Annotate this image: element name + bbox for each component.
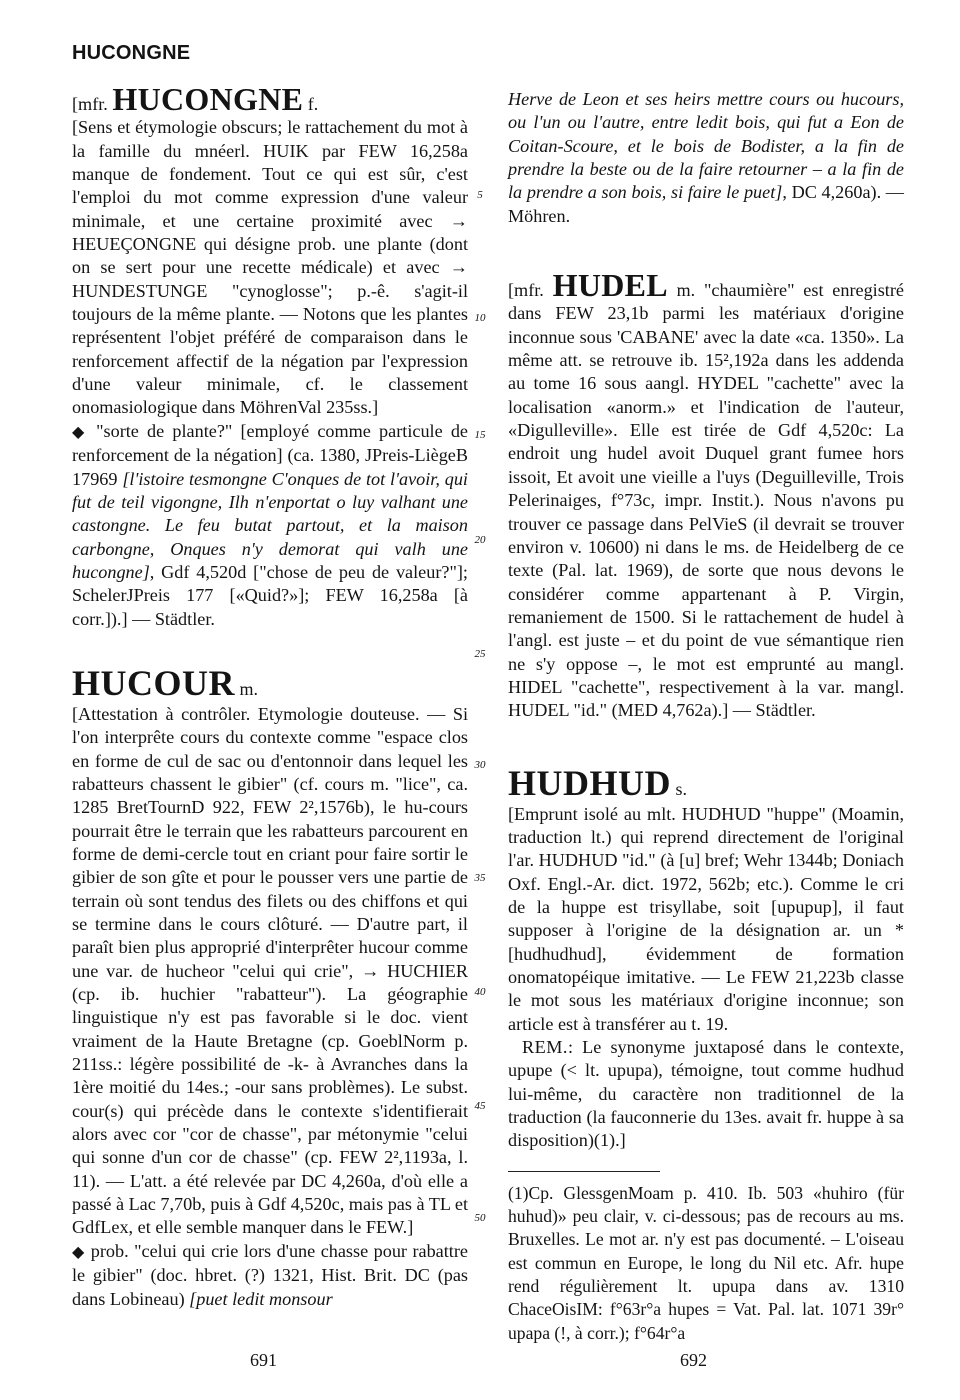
line-number: 50 [474,1212,486,1224]
line-number: 25 [474,648,486,660]
line-number: 5 [477,189,483,201]
sense-text: prob. "celui qui crie lors d'une chasse pour rabattre le gibier" (doc. hbret. (?) 1321, Hist. Brit. DC (pas dans Lobineau) [72,1240,468,1309]
line-number: 20 [474,534,486,546]
line-number: 30 [474,759,486,771]
entry-hudel-body: "chaumière" est enregistré dans FEW 23,1b parmi les matériaux d'origine inconnue sous 'CABANE' avec la date «ca. 1350». La même att. se retrouve ib. 15²,192a dans les addenda au tome 16 sous aangl. HYDEL "cachette" avec la localisation «anorm.» et l'indication de l'auteur, «Digulleville». Elle est tirée de Gdf 4,520c: La endroit ung hudel avoit Duquel grant fumee hors issoit, Et avoit une vieille a l'uys (Deguilleville, Trois Pelerinaiges, f°73c, impr. Instit.). Nous n'avons pu trouver ce passage dans PelVieS (il devrait se trouver environ v. 10600) ni dans le ms. de Heidelberg de ce texte (Pal. lat. 1969), de sorte que nous devons le considérer comme appartenant à P. Virgin, remaniement de 1500. Si le rattachement de hudel à l'angl. est juste – et du point de vue sémantique rien ne s'y oppose –, le mot est emprunté au mangl. HIDEL "cachette", respectivement à la var. mangl. HUDEL "id." (MED 4,762a).] — Städtler. [508,280,904,721]
entry-hudel [508,267,904,723]
entry-hucongne-sense [72,420,468,631]
sense-text: "sorte de plante?" [employé comme particule de renforcement de la négation] (ca. 1380, JPreis-LiègeB 17969 [72,420,468,489]
footnote-divider [508,1171,660,1172]
entry-hucour-body: [Attestation à contrôler. Etymologie douteuse. — Si l'on interprête cours du contexte comme "espace clos en forme de cul de sac ou d'entonnoir dans lequel les rabatteurs chassent le gibier" (cf. cours m. "lice", ca. 1285 BretTournD 922, FEW 2²,1576b), le hu-cours pourrait être le terrain que les rabatteurs parcourent en forme de demi-cercle tout en criant pour faire sortir le gibier de son gîte et pour le pousser vers une partie de terrain où sont tendus des filets ou des chiffons et qui se termine dans le cours clôturé. — D'autre part, il paraît bien plus approprié d'interprêter hucour comme une var. de hucheor "celui qui crie", → HUCHIER (cp. ib. huchier "rabatteur"). La géographie linguistique n'y est pas favorable si le doc. vient vraiment de la Haute Bretagne (cp. GoeblNorm p. 211ss.: légère possibilité de -k- à Avranches dans la 1ère moitié du 14es.; -our sans problèmes). Le subst. cour(s) qui précède dans le contexte s'identifierait alors avec cor "cor de chasse", par métonymie "celui qui sonne d'un cor de chasse" (cp. FEW 2²,1193a, l. 11). — L'att. a été relevée par DC 4,260a, d'où elle a passé à Lac 7,70b, puis à Gdf 4,520c, mais pas à TL et GdfLex, et elle semble manquer dans le FEW.] [72,703,468,1238]
entry-hucour-continuation [508,88,904,228]
line-number: 45 [474,1100,486,1112]
quote-text: Herve de Leon et ses heirs mettre cours ou hucours, ou l'un ou l'autre, entre ledit bois, qui fut a Eon de Coitan-Scoure, et le bois de Bodister, a la fin de prendre la beste ou de la faire retourner – a la fin de la prendre a son bois, si faire le puet] [508,89,904,203]
refs-text: , DC 4,260a). — Möhren. [508,182,904,226]
refs-text: , Gdf 4,520d ["chose de peu de valeur?"]; SchelerJPreis 177 [«Quid?»]; FEW 16,258a [à corr.]).] — Städtler. [72,561,468,629]
entry-hucongne-heading [72,81,468,117]
quote-text: [l'istoire tesmongne C'onques de tot l'avoir, qui fut de teil vigongne, Ilh n'enportat o luy valhant une castongne. Le feu butat partout, et la maison carbongne, Onques n'y demorat qui valh une hucongne] [72,468,468,582]
lemma-hudel: HUDEL [552,267,668,304]
running-head: HUCONGNE [72,42,191,64]
page-number-right: 692 [680,1350,707,1370]
gram-label: m. [667,280,696,301]
line-number: 35 [474,872,486,884]
line-number: 10 [474,312,486,324]
diamond-bullet-icon: ◆ [72,423,88,441]
gram-label: s. [671,778,688,799]
gram-label: m. [235,678,259,699]
quote-text: [puet ledit monsour [189,1288,333,1309]
line-number: 40 [474,986,486,998]
entry-hudhud-remark [508,1036,904,1153]
lemma-prefix: [mfr. [508,280,553,301]
gram-label: f. [303,94,319,114]
entry-hucour-heading [72,663,468,703]
entry-hucongne-body: [Sens et étymologie obscurs; le rattachement du mot à la famille du mnéerl. HUIK par FEW 16,258a manque de fondement. Tout ce qui est sûr, c'est l'emploi du mot comme expression d'une valeur minimale, et une certaine proximité avec → HEUEÇONGNE qui désigne prob. une plante (dont on se sert pour une recette médicale) et avec → HUNDESTUNGE "cynoglosse"; p.-ê. s'agit-il toujours de la même plante. — Notons que les plantes représentent l'objet préféré de comparaison dans le renforcement affectif de la négation par l'expression d'une valeur minimale, cf. le classement onomasiologique dans MöhrenVal 235ss.] [72,117,468,418]
lemma-hucour: HUCOUR [72,662,235,703]
left-column [72,81,468,1311]
footnote: (1)Cp. GlessgenMoam p. 410. Ib. 503 «huhiro (für huhud)» peu clair, v. ci-dessous; pas de recours au ms. Bruxelles. Le mot ar. n'y est pas documenté. – L'oiseau est commun en Europe, le long du Nil etc. Afr. hupe rend régulièrement lt. upupa dans av. 1310 ChaceOisIM: f°63r°a hupes = Vat. Pal. lat. 1071 39r° upapa (!, à corr.); f°64r°a [508,1182,904,1343]
entry-hudhud-body: [Emprunt isolé au mlt. HUDHUD "huppe" (Moamin, traduction lt.) qui reprend directement de l'original l'ar. HUDHUD "id." (à [u] bref; Wehr 1344b; Doniach Oxf. Engl.-Ar. dict. 1972, 562b; etc.). Comme le cri de la huppe est trisyllabe, soit [upupup], il faut supposer à l'origine de la désignation ar. un *[hudhudhud], évidemment de formation onomatopéique imitative. — Le FEW 21,223b classe le mot sous les matériaux d'origine inconnue; son article est à transférer au t. 19. [508,803,904,1034]
lemma-prefix: [mfr. [72,94,113,114]
entry-hudhud-heading [508,763,904,803]
remark-label: REM. [522,1037,568,1058]
line-number: 15 [474,429,486,441]
entry-hucour-sense [72,1240,468,1311]
right-column [508,88,904,1345]
remark-text: : Le synonyme juxtaposé dans le contexte, upupe (< lt. upupa), témoigne, tout comme hudhud lui-même, du caractère non traditionnel de la traduction (la fauconnerie du 13es. avait fr. huppe à sa disposition)(1).] [508,1037,904,1151]
lemma-hucongne: HUCONGNE [112,81,304,117]
diamond-bullet-icon: ◆ [72,1243,86,1261]
page-number-left: 691 [250,1350,277,1370]
lemma-hudhud: HUDHUD [508,762,671,803]
